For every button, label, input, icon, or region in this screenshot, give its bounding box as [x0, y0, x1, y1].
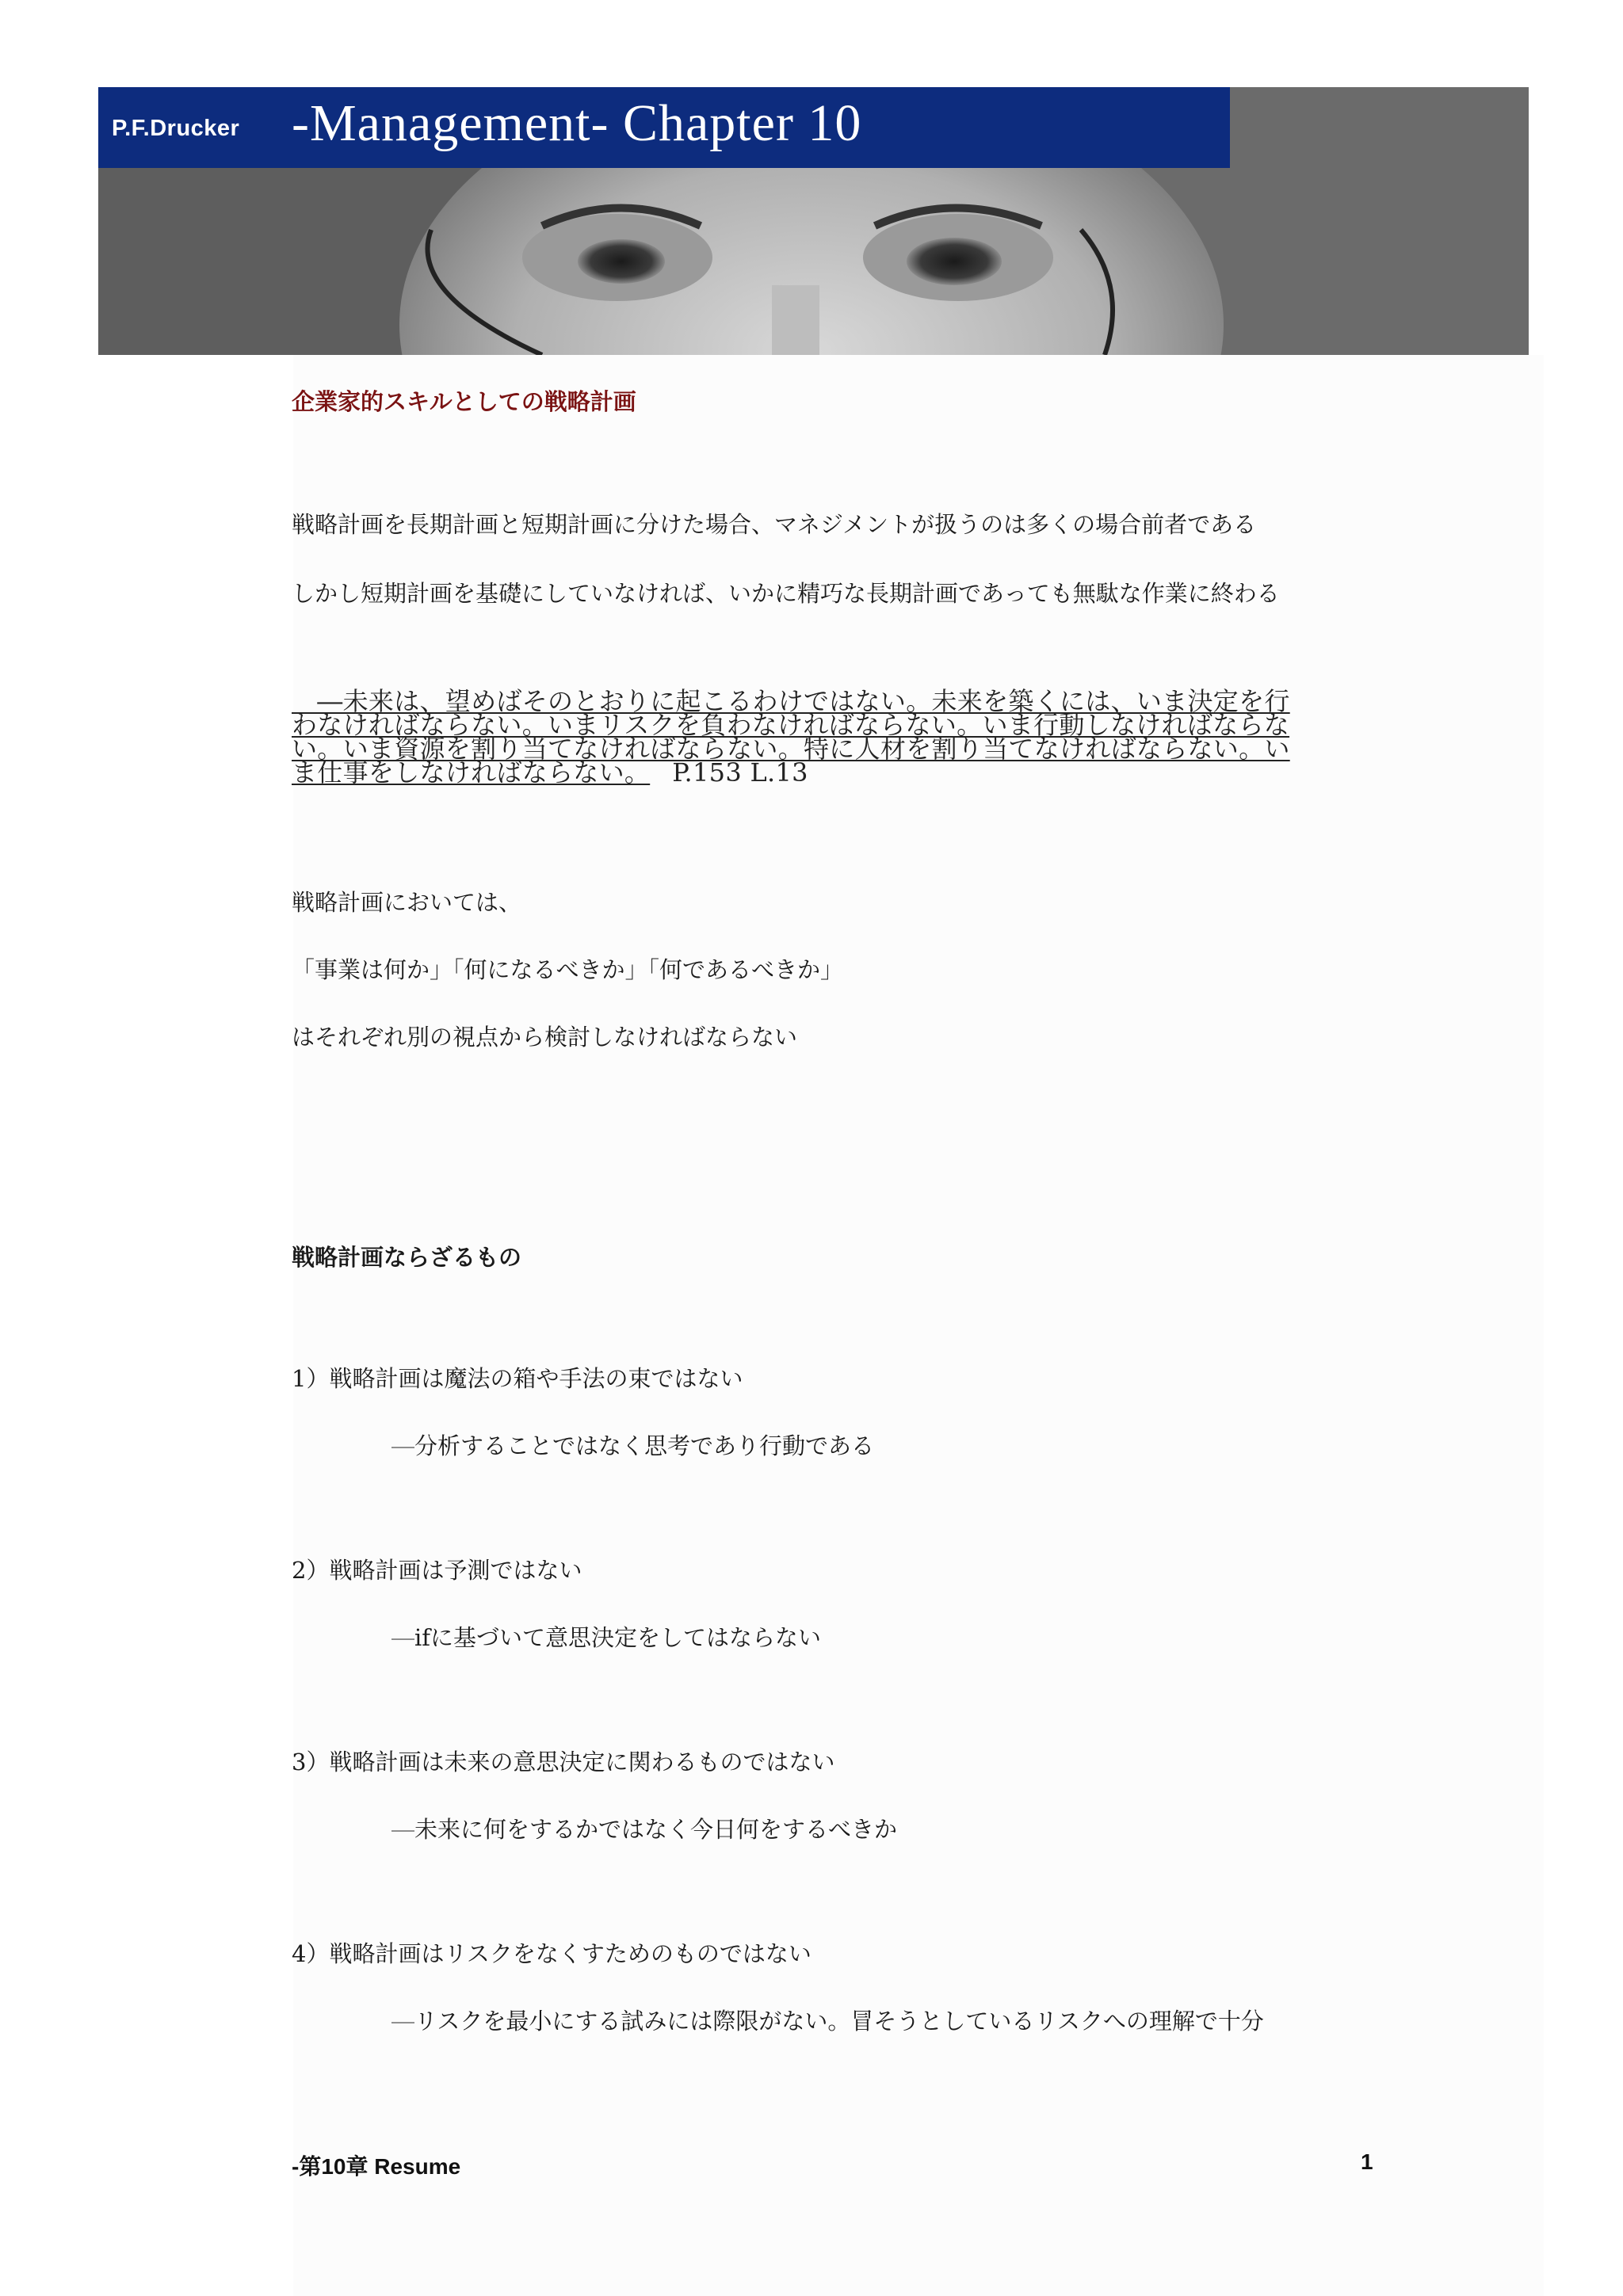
list-item: 3）戦略計画は未来の意思決定に関わるものではない: [292, 1749, 835, 1775]
header-banner: [98, 87, 1529, 355]
list-item: 2）戦略計画は予測ではない: [292, 1557, 582, 1584]
list-item-note: ―ifに基づいて意思決定をしてはならない: [391, 1624, 822, 1651]
section-heading: 戦略計画ならざるもの: [292, 1244, 522, 1271]
dash-marker: ―: [391, 1816, 414, 1843]
list-item-note: ―リスクを最小にする試みには際限がない。冒そうとしているリスクへの理解で十分: [391, 2008, 1264, 2035]
page-number: 1: [1361, 2149, 1373, 2174]
dash-marker: ―: [391, 1432, 414, 1459]
paragraph: 戦略計画を長期計画と短期計画に分けた場合、マネジメントが扱うのは多くの場合前者である: [292, 511, 1257, 538]
list-item-note: ―分析することではなく思考であり行動である: [391, 1432, 875, 1459]
quote-block: [292, 686, 1354, 788]
title-bar: [98, 87, 1230, 168]
dash-marker: ―: [391, 1624, 414, 1651]
quote-line: ま仕事をしなければならない。: [292, 757, 651, 788]
author-label: P.F.Drucker: [112, 116, 240, 141]
quote-line: わなければならない。いまリスクを負わなければならない。いま行動しなければならな: [292, 710, 1290, 740]
body-background: [293, 355, 1544, 2296]
list-item: 1）戦略計画は魔法の箱や手法の束ではない: [292, 1365, 743, 1392]
list-item: 4）戦略計画はリスクをなくすためのものではない: [292, 1940, 812, 1967]
paragraph: しかし短期計画を基礎にしていなければ、いかに精巧な長期計画であっても無駄な作業に終わる: [292, 580, 1280, 607]
section-heading: 企業家的スキルとしての戦略計画: [292, 388, 636, 415]
quote-line: ―未来は、望めばそのとおりに起こるわけではない。未来を築くには、いま決定を行: [292, 686, 1290, 716]
dash-marker: ―: [391, 2008, 414, 2035]
page-title: -Management- Chapter 10: [292, 94, 862, 152]
quote-line: い。いま資源を割り当てなければならない。特に人材を割り当てなければならない。い: [292, 734, 1290, 764]
footer-label: -第10章 Resume: [292, 2154, 461, 2179]
list-item-note: ―未来に何をするかではなく今日何をするべきか: [391, 1816, 898, 1843]
paragraph: 「事業は何か」「何になるべきか」「何であるべきか」: [292, 956, 844, 983]
paragraph: 戦略計画においては、: [292, 889, 522, 916]
quote-reference: P.153 L.13: [672, 757, 808, 788]
paragraph: はそれぞれ別の視点から検討しなければならない: [292, 1024, 798, 1051]
